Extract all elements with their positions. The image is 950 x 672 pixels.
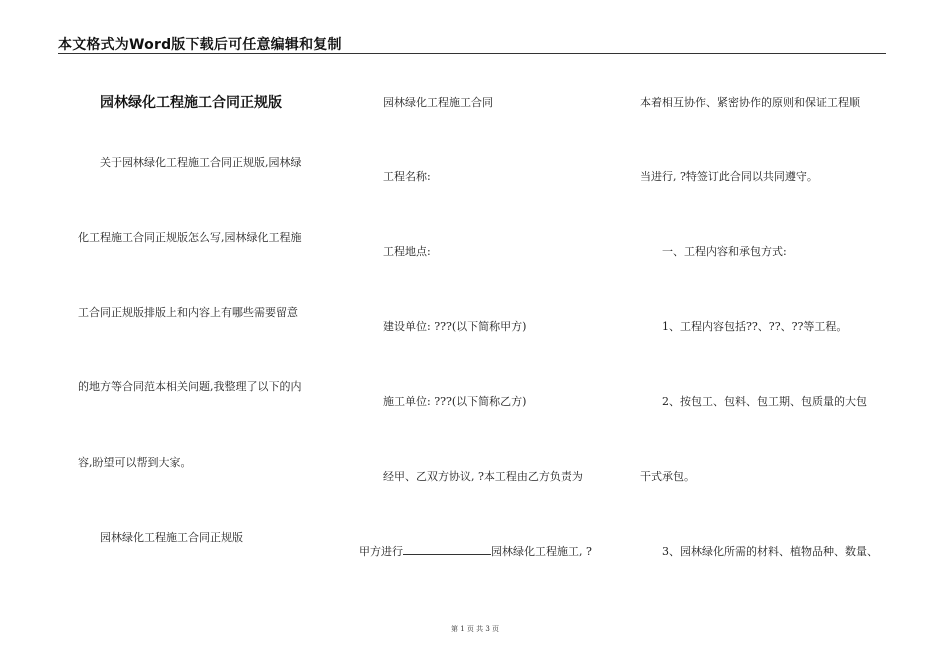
paragraph-line: 化工程施工合同正规版怎么写,园林绿化工程施 bbox=[78, 231, 302, 244]
paragraph-line: 干式承包。 bbox=[640, 470, 695, 483]
paragraph-line: 2、按包工、包料、包工期、包质量的大包 bbox=[662, 395, 867, 408]
fill-in-blank bbox=[403, 545, 491, 555]
paragraph-line: 本着相互协作、紧密协作的原则和保证工程顺 bbox=[640, 96, 860, 109]
field-contractor: 施工单位: ???(以下简称乙方) bbox=[383, 395, 527, 408]
paragraph-line: 经甲、乙双方协议, ?本工程由乙方负责为 bbox=[383, 470, 583, 483]
paragraph-line-with-blank bbox=[359, 543, 592, 559]
field-project-location: 工程地点: bbox=[383, 245, 431, 258]
contract-title: 园林绿化工程施工合同 bbox=[383, 96, 493, 109]
document-title: 园林绿化工程施工合同正规版 bbox=[100, 95, 282, 111]
section-heading: 一、工程内容和承包方式: bbox=[662, 245, 787, 258]
page-number: 第 1 页 共 3 页 bbox=[450, 625, 500, 633]
line-text-after: 园林绿化工程施工, ? bbox=[491, 545, 592, 558]
field-client: 建设单位: ???(以下简称甲方) bbox=[383, 320, 527, 333]
paragraph-line: 1、工程内容包括??、??、??等工程。 bbox=[662, 320, 848, 333]
line-text-before: 甲方进行 bbox=[359, 545, 403, 558]
document-header: 本文格式为Word版下载后可任意编辑和复制 bbox=[58, 37, 342, 53]
header-divider bbox=[58, 53, 886, 54]
paragraph-line: 容,盼望可以帮到大家。 bbox=[78, 456, 192, 469]
section-heading: 园林绿化工程施工合同正规版 bbox=[100, 531, 243, 544]
field-project-name: 工程名称: bbox=[383, 170, 431, 183]
paragraph-line: 关于园林绿化工程施工合同正规版,园林绿 bbox=[100, 156, 302, 169]
paragraph-line: 当进行, ?特签订此合同以共同遵守。 bbox=[640, 170, 818, 183]
paragraph-line: 工合同正规版排版上和内容上有哪些需要留意 bbox=[78, 306, 298, 319]
paragraph-line: 3、园林绿化所需的材料、植物品种、数量、 bbox=[662, 545, 878, 558]
paragraph-line: 的地方等合同范本相关问题,我整理了以下的内 bbox=[78, 380, 302, 393]
